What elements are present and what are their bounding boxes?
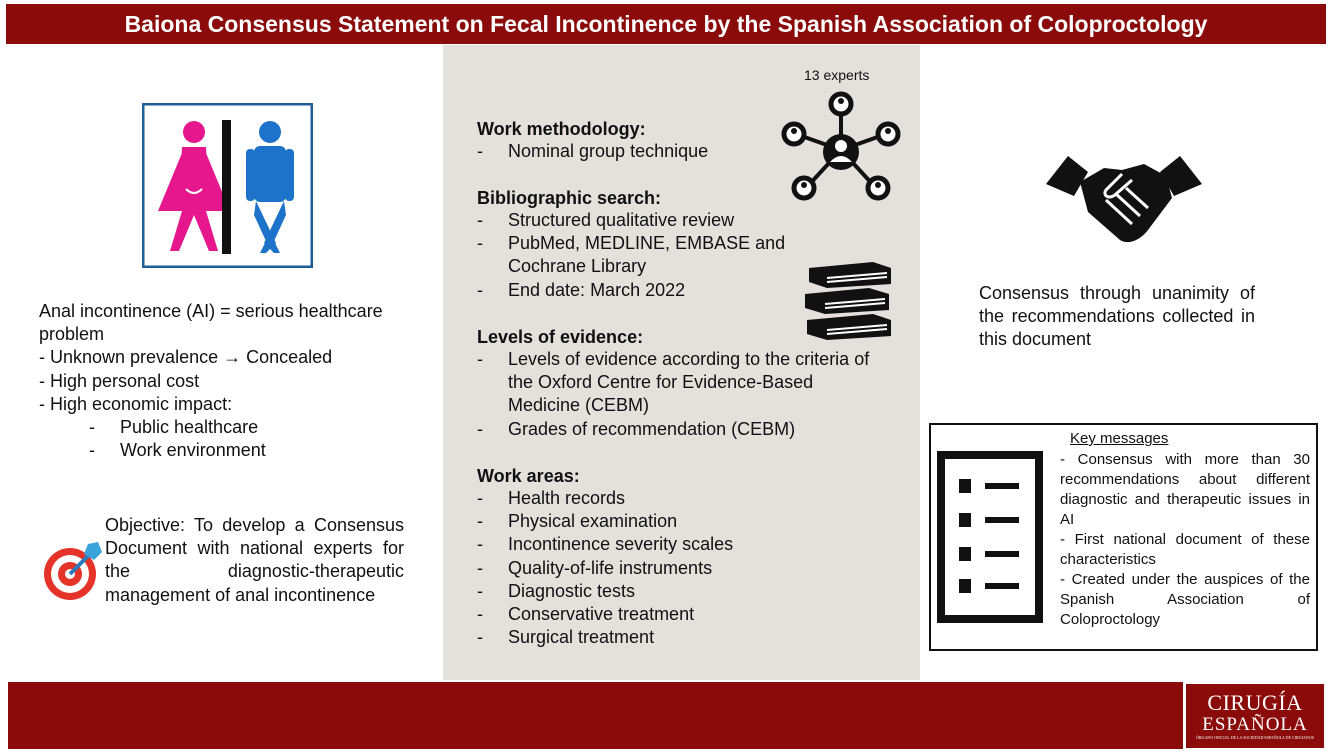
ai-point: - High economic impact: <box>39 393 233 414</box>
list-item: - Physical examination <box>477 510 733 533</box>
ai-point: - High personal cost <box>39 370 200 391</box>
footer-banner <box>8 682 1183 749</box>
handshake-icon <box>1044 154 1204 250</box>
logo-line3: ÓRGANO OFICIAL DE LA SOCIEDAD ESPAÑOLA DE CIRUJANOS <box>1195 735 1315 740</box>
bibliographic-title: Bibliographic search: <box>477 188 662 208</box>
target-icon <box>42 540 106 604</box>
ai-point: - Unknown prevalence → Concealed <box>39 347 333 368</box>
ai-problem-text <box>39 300 419 462</box>
list-item: - Grades of recommendation (CEBM) <box>477 418 877 441</box>
ai-subpoint: - Work environment <box>39 439 419 462</box>
bibliographic-list <box>477 209 837 302</box>
key-messages-list <box>1060 450 1310 630</box>
list-item: - Incontinence severity scales <box>477 533 733 556</box>
key-message: - Created under the auspices of the Spanish Association of Coloproctology <box>1060 571 1310 628</box>
list-item: - Health records <box>477 487 733 510</box>
list-item: - Structured qualitative review <box>477 209 837 232</box>
work-areas-list <box>477 487 733 649</box>
evidence-list <box>477 348 877 441</box>
list-item: - Levels of evidence according to the criteria of the Oxford Centre for Evidence-Based Medicine (CEBM) <box>477 348 877 418</box>
header-banner <box>6 4 1326 44</box>
methodology-title: Work methodology: <box>477 119 646 139</box>
ai-intro: Anal incontinence (AI) = serious healthcare problem <box>39 301 383 345</box>
work-areas-title: Work areas: <box>477 466 580 486</box>
list-item: - Conservative treatment <box>477 603 733 626</box>
objective-text: Objective: To develop a Consensus Document with national experts for the diagnostic-therapeutic management of anal incontinence <box>105 515 404 605</box>
key-message: - First national document of these characteristics <box>1060 531 1310 568</box>
key-messages-title: Key messages <box>1070 430 1169 447</box>
ai-subpoint: - Public healthcare <box>39 416 419 439</box>
journal-logo <box>1186 684 1324 748</box>
list-item: - Diagnostic tests <box>477 580 733 603</box>
list-item: - End date: March 2022 <box>477 279 837 302</box>
experts-network-icon <box>780 90 902 204</box>
key-message: - Consensus with more than 30 recommendations about different diagnostic and therapeutic issues in AI <box>1060 451 1310 528</box>
list-item: - Quality-of-life instruments <box>477 557 733 580</box>
page-title: Baiona Consensus Statement on Fecal Incontinence by the Spanish Association of Coloproctology <box>124 10 1208 37</box>
methodology-list <box>477 140 708 163</box>
logo-line2: ESPAÑOLA <box>1202 714 1308 735</box>
ai-subpoints <box>39 416 419 462</box>
experts-label: 13 experts <box>804 67 870 83</box>
list-item: - PubMed, MEDLINE, EMBASE and Cochrane Library <box>477 232 837 278</box>
restroom-icon <box>142 103 313 268</box>
list-item: - Nominal group technique <box>477 140 708 163</box>
checklist-icon <box>937 451 1043 623</box>
evidence-title: Levels of evidence: <box>477 327 644 347</box>
logo-line1: CIRUGÍA <box>1207 690 1303 715</box>
list-item: - Surgical treatment <box>477 626 733 649</box>
consensus-text: Consensus through unanimity of the recommendations collected in this document <box>979 283 1255 350</box>
